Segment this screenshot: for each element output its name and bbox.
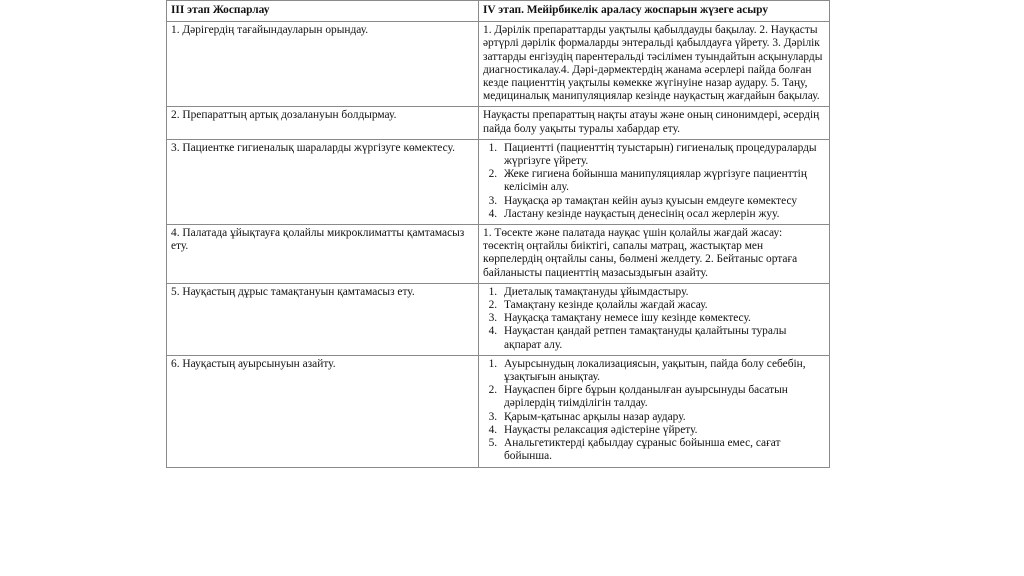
plan-cell: 5. Науқастың дұрыс тамақтануын қамтамасыз ету. [167, 283, 479, 355]
list-item: 2. Жеке гигиена бойынша манипуляциялар жүргізуге пациенттің келісімін алу. [500, 168, 825, 194]
table-row [167, 107, 830, 139]
list-item: 4. Науқасты релаксация әдістеріне үйрету. [500, 424, 825, 437]
list-item: 5. Анальгетиктерді қабылдау сұраныс бойынша емес, сағат бойынша. [500, 437, 825, 463]
table-row [167, 139, 830, 224]
implementation-cell: 1. Дәрілік препараттарды уақтылы қабылдауды бақылау. 2. Науқасты әртүрлі дәрілік формаларды энтеральді қабылдауға үйрету. 3. Дәрілік заттарды енгізудің парентеральді тәсілімен туындайтын асқынуларды диагностикалау.4. Дәрі-дәрмектердің жанама әсерлері пайда болған кезде пациенттің уақтылы көмекке жүгінуіне назар аудару. 5. Таңу, медициналық манипуляциялар кезінде науқастың жағдайын бақылау. [479, 22, 830, 107]
implementation-list [483, 286, 825, 352]
implementation-cell [479, 283, 830, 355]
implementation-cell: 1. Төсекте және палатада науқас үшін қолайлы жағдай жасау: төсектің оңтайлы биіктігі, сапалы матрац, жастықтар мен көрпелердің оңтайлы саны, бөлмені желдету. 2. Бейтаныс ортаға байланысты пациенттің мазасыздығын азайту. [479, 225, 830, 284]
implementation-list [483, 142, 825, 221]
implementation-cell [479, 355, 830, 467]
header-row [167, 1, 830, 22]
table-row [167, 283, 830, 355]
list-item: 4. Науқастан қандай ретпен тамақтануды қалайтыны туралы ақпарат алу. [500, 325, 825, 351]
header-planning: III этап Жоспарлау [167, 1, 479, 22]
list-item: 4. Ластану кезінде науқастың денесінің осал жерлерін жуу. [500, 208, 825, 221]
plan-cell: 4. Палатада ұйықтауға қолайлы микроклиматты қамтамасыз ету. [167, 225, 479, 284]
list-item: 3. Науқасқа тамақтану немесе ішу кезінде көмектесу. [500, 312, 825, 325]
list-item: 1. Ауырсынудың локализациясын, уақытын, пайда болу себебін, ұзақтығын анықтау. [500, 358, 825, 384]
list-item: 2. Тамақтану кезінде қолайлы жағдай жасау. [500, 299, 825, 312]
table-row [167, 355, 830, 467]
nursing-plan-table [166, 0, 830, 468]
implementation-cell [479, 139, 830, 224]
list-item: 1. Пациентті (пациенттің туыстарын) гигиеналық процедураларды жүргізуге үйрету. [500, 142, 825, 168]
plan-cell: 6. Науқастың ауырсынуын азайту. [167, 355, 479, 467]
implementation-cell: Науқасты препараттың нақты атауы және оның синонимдері, әсердің пайда болу уақыты туралы хабардар ету. [479, 107, 830, 139]
list-item: 3. Науқасқа әр тамақтан кейін ауыз қуысын емдеуге көмектесу [500, 195, 825, 208]
plan-cell: 2. Препараттың артық дозалануын болдырмау. [167, 107, 479, 139]
plan-cell: 1. Дәрігердің тағайындауларын орындау. [167, 22, 479, 107]
plan-cell: 3. Пациентке гигиеналық шараларды жүргізуге көмектесу. [167, 139, 479, 224]
table-row [167, 22, 830, 107]
list-item: 3. Қарым-қатынас арқылы назар аудару. [500, 411, 825, 424]
implementation-list [483, 358, 825, 464]
list-item: 2. Науқаспен бірге бұрын қолданылған ауырсынуды басатын дәрілердің тиімділігін талдау. [500, 384, 825, 410]
list-item: 1. Диеталық тамақтануды ұйымдастыру. [500, 286, 825, 299]
table-row [167, 225, 830, 284]
header-implementation: IV этап. Мейірбикелік араласу жоспарын жүзеге асыру [479, 1, 830, 22]
